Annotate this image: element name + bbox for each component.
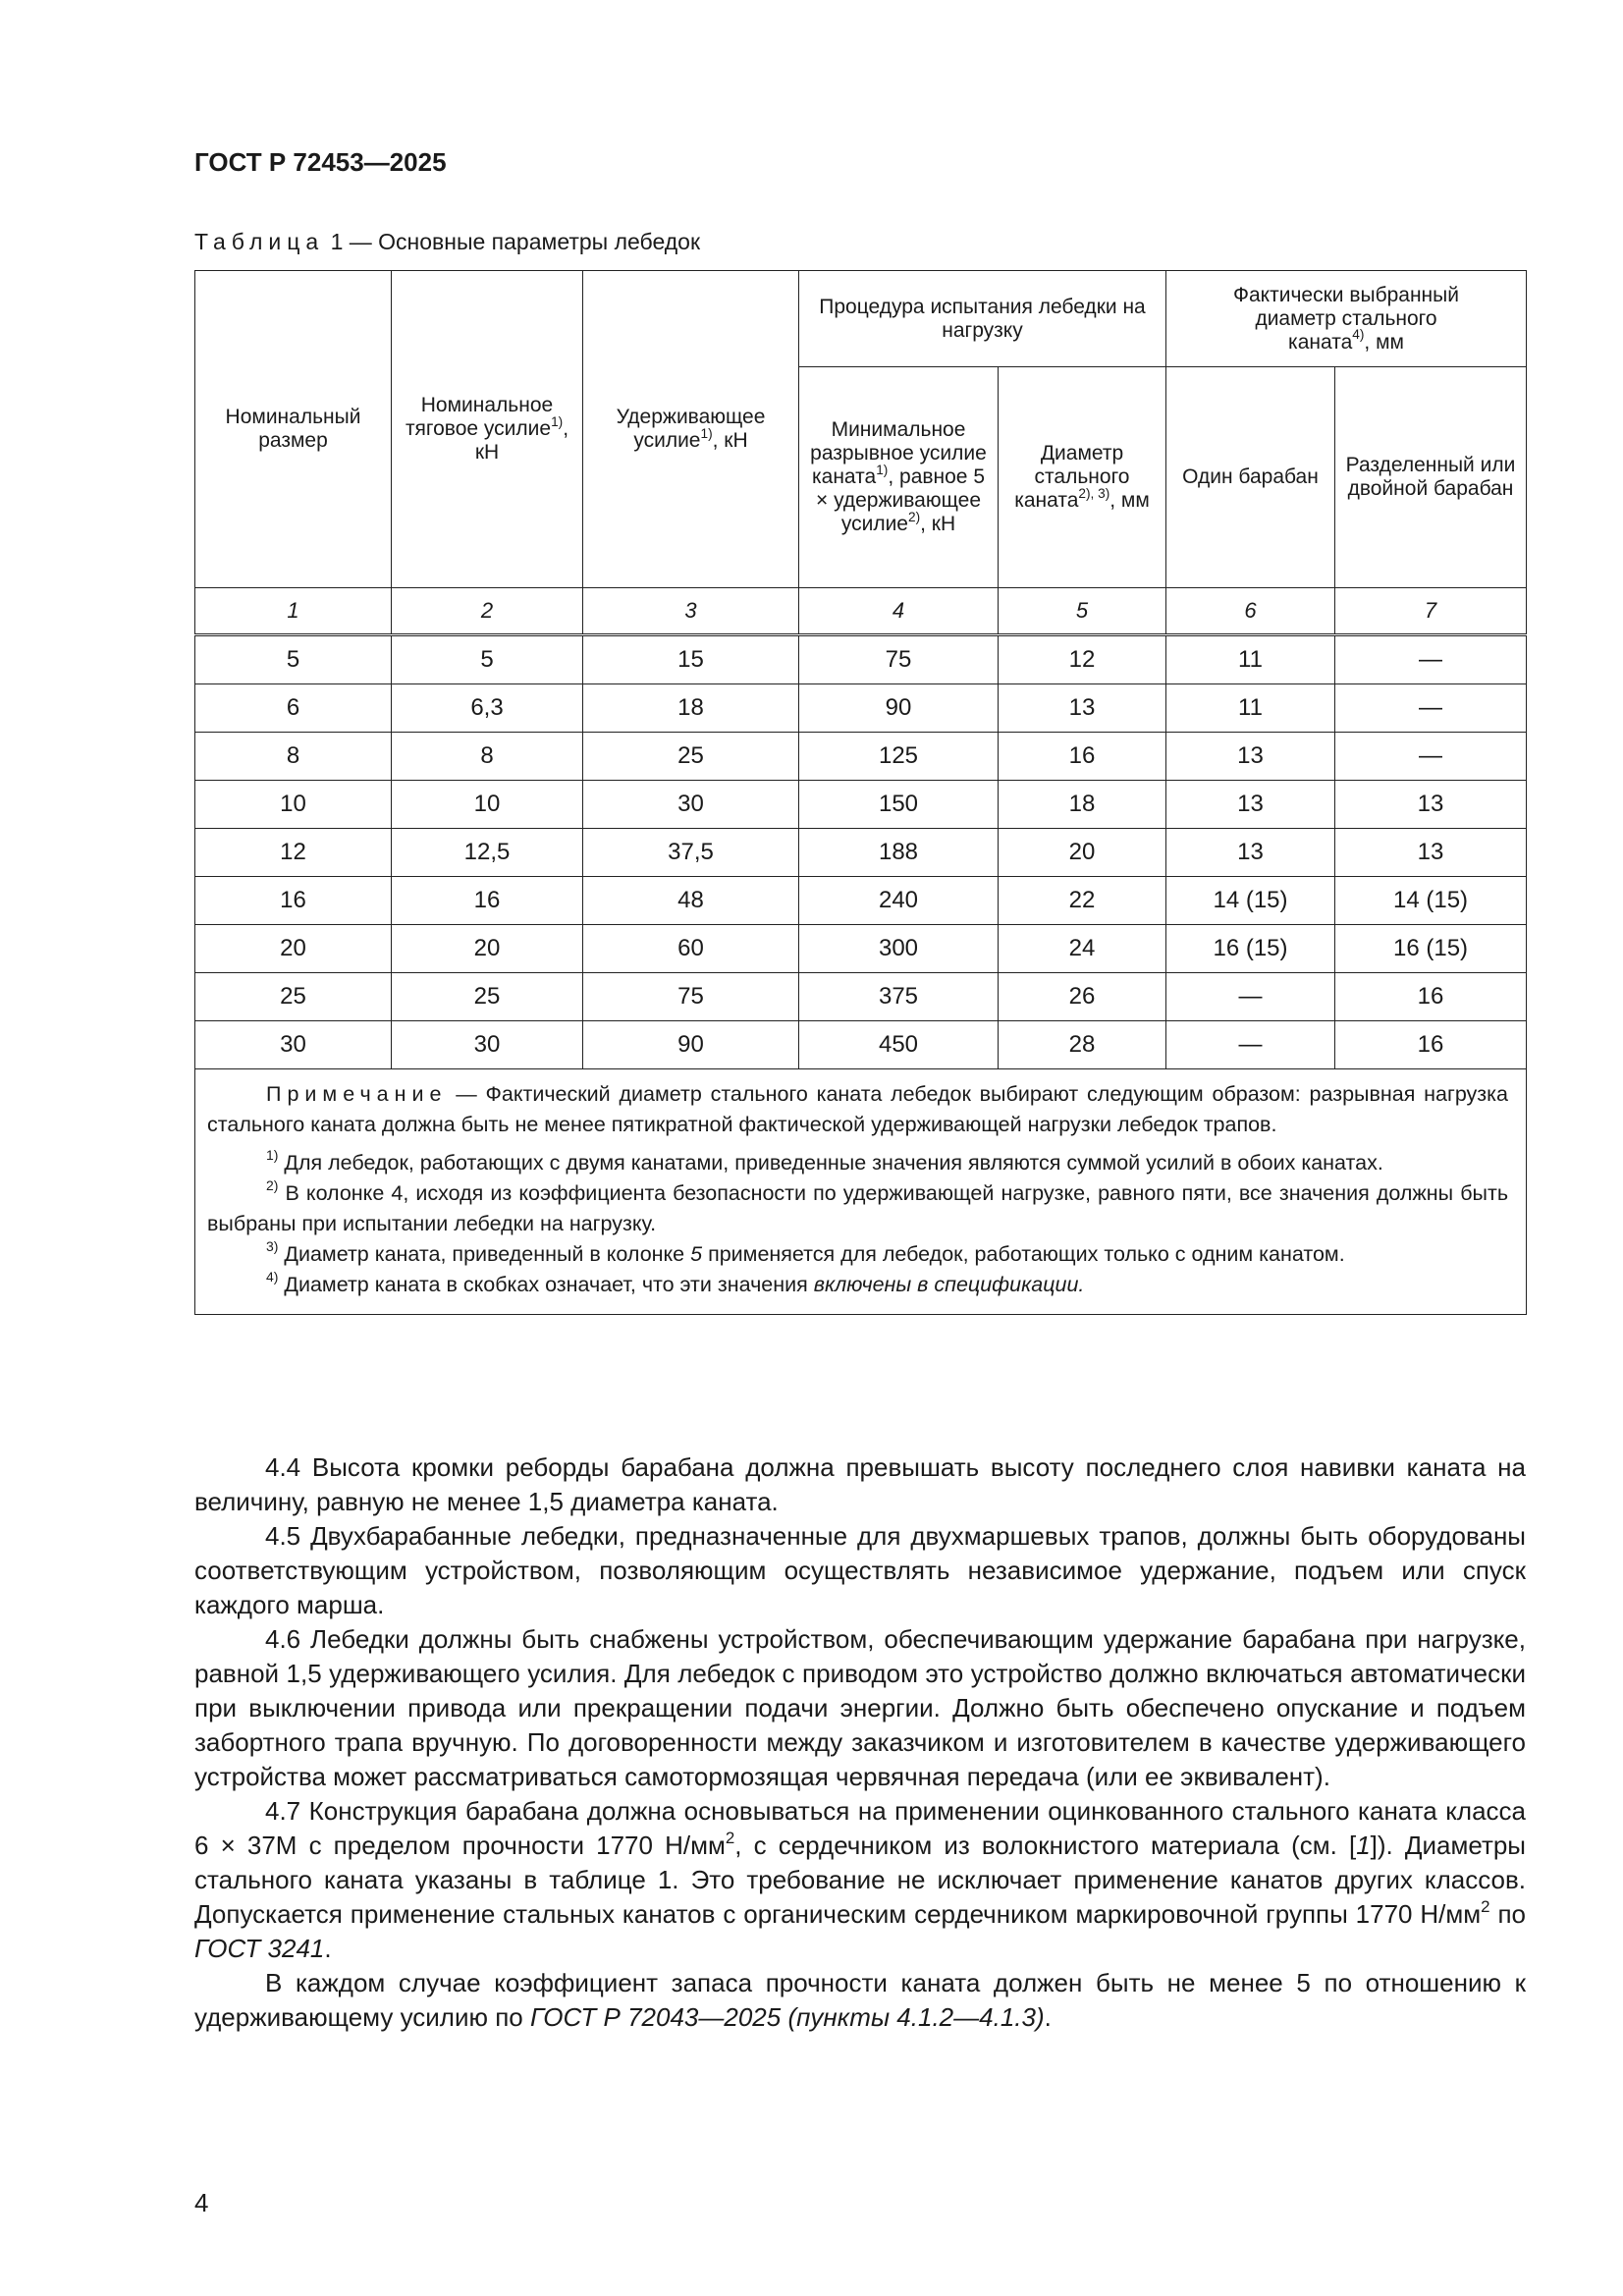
table-cell: 125 <box>799 733 999 781</box>
table-cell: 37,5 <box>583 829 799 877</box>
table-cell: 26 <box>999 973 1166 1021</box>
table-cell: — <box>1335 733 1527 781</box>
table-cell: 240 <box>799 877 999 925</box>
table-row <box>195 635 1527 684</box>
standard-reference[interactable]: ГОСТ Р 72043—2025 (пункты 4.1.2—4.1.3) <box>530 2002 1045 2032</box>
footnote-3: $^{3)}$ Диаметр каната, приведенный в колонке 5 применяется для лебедок, работающих только с одним канатом. <box>266 1238 1345 1266</box>
header-group-load-test: Процедура испытания лебедки на нагрузку <box>799 271 1166 367</box>
parameters-table <box>194 270 1527 1315</box>
table-cell: — <box>1335 635 1527 684</box>
table-cell: 75 <box>799 635 999 684</box>
table-cell: — <box>1166 973 1335 1021</box>
clause-4-4: 4.4 Высота кромки реборды барабана должна превышать высоту последнего слоя навивки каната на величину, равную не менее 1,5 диаметра каната. <box>194 1452 1526 1516</box>
header-nominal-size: Номинальный размер <box>195 271 392 588</box>
table-cell: 25 <box>392 973 583 1021</box>
table-cell: 16 <box>195 877 392 925</box>
table-cell: 10 <box>195 781 392 829</box>
table-cell: 25 <box>195 973 392 1021</box>
table-cell: 16 (15) <box>1335 925 1527 973</box>
header-rope-diameter: Диаметр стального каната$^{2), 3)}$, мм <box>999 367 1166 588</box>
table-cell: 30 <box>195 1021 392 1069</box>
table-cell: 25 <box>583 733 799 781</box>
table-row <box>195 829 1527 877</box>
table-cell: 16 <box>1335 973 1527 1021</box>
table-cell: 12 <box>999 635 1166 684</box>
header-group-actual-diameter: Фактически выбранный диаметр стального каната$^{4)}$, мм <box>1166 271 1527 367</box>
clause-4-7: 4.7 Конструкция барабана должна основываться на применении оцинкованного стального каната класса 6 × 37М с пределом прочности 1770 $Н/мм^2$, с сердечником из волокнистого материала (см. [1]). Диаметры стального каната указаны в таблице 1. Это требование не исключает применение канатов других классов. Допускается применение стальных канатов с органическим сердечником маркировочной группы 1770 $Н/мм^2$ по ГОСТ 3241. <box>194 1796 1526 1963</box>
table-cell: 14 (15) <box>1166 877 1335 925</box>
table-cell: 188 <box>799 829 999 877</box>
table-cell: 375 <box>799 973 999 1021</box>
column-number: 1 <box>195 588 392 635</box>
table-body <box>195 635 1527 1069</box>
table-cell: 20 <box>392 925 583 973</box>
header-min-breaking-force: Минимальное разрывное усилие каната$^{1)}$, равное 5 × удерживающее усилие$^{2)}$, кН <box>799 367 999 588</box>
footnote-1: $^{1)}$ Для лебедок, работающих с двумя канатами, приведенные значения являются суммой усилий в обоих канатах. <box>266 1147 1383 1175</box>
column-number: 5 <box>999 588 1166 635</box>
table-cell: 15 <box>583 635 799 684</box>
table-row <box>195 973 1527 1021</box>
table-row <box>195 733 1527 781</box>
table-cell: 5 <box>195 635 392 684</box>
table-cell: 18 <box>999 781 1166 829</box>
table-cell: 13 <box>1166 733 1335 781</box>
table-cell: 90 <box>583 1021 799 1069</box>
table-row <box>195 1021 1527 1069</box>
table-cell: 11 <box>1166 635 1335 684</box>
table-note-row <box>195 1069 1527 1315</box>
table-cell: 6,3 <box>392 684 583 733</box>
table-cell: 28 <box>999 1021 1166 1069</box>
table-cell: 12 <box>195 829 392 877</box>
table-cell: 11 <box>1166 684 1335 733</box>
table-cell: 13 <box>1335 829 1527 877</box>
table-cell: 10 <box>392 781 583 829</box>
table-cell: 6 <box>195 684 392 733</box>
clause-4-5: 4.5 Двухбарабанные лебедки, предназначенные для двухмаршевых трапов, должны быть оборудованы соответствующим устройством, позволяющим осуществлять независимое удержание, подъем или спуск каждого марша. <box>194 1521 1526 1619</box>
column-number: 7 <box>1335 588 1527 635</box>
table-cell: 16 <box>392 877 583 925</box>
table-cell: 300 <box>799 925 999 973</box>
header-single-drum: Один барабан <box>1166 367 1335 588</box>
table-note <box>195 1069 1527 1315</box>
table-cell: 20 <box>195 925 392 973</box>
table-row <box>195 877 1527 925</box>
table-caption <box>194 229 700 255</box>
standard-reference[interactable]: ГОСТ 3241 <box>194 1934 325 1963</box>
table-cell: 16 <box>999 733 1166 781</box>
column-number: 4 <box>799 588 999 635</box>
column-number: 2 <box>392 588 583 635</box>
table-row <box>195 684 1527 733</box>
table-cell: 22 <box>999 877 1166 925</box>
table-row <box>195 925 1527 973</box>
clause-safety-factor: В каждом случае коэффициент запаса прочности каната должен быть не менее 5 по отношению к удерживающему усилию по ГОСТ Р 72043—2025 (пункты 4.1.2—4.1.3). <box>194 1968 1526 2032</box>
table-cell: 14 (15) <box>1335 877 1527 925</box>
table-row <box>195 781 1527 829</box>
column-number: 6 <box>1166 588 1335 635</box>
table-cell: 12,5 <box>392 829 583 877</box>
header-row-groups <box>195 271 1527 367</box>
table-cell: 450 <box>799 1021 999 1069</box>
table-cell: 5 <box>392 635 583 684</box>
table-cell: 8 <box>392 733 583 781</box>
table-cell: 30 <box>583 781 799 829</box>
table-cell: 8 <box>195 733 392 781</box>
column-number: 3 <box>583 588 799 635</box>
table-cell: 24 <box>999 925 1166 973</box>
table-caption-word: Таблица <box>194 229 325 254</box>
table-cell: — <box>1335 684 1527 733</box>
note-main: Примечание — Фактический диаметр стального каната лебедок выбирают следующим образом: разрывная нагрузка стального каната должна быть не менее пятикратной фактической удерживающей нагрузки лебедок трапов. <box>207 1082 1509 1136</box>
table-caption-title: — Основные параметры лебедок <box>349 229 701 254</box>
footnote-4: $^{4)}$ Диаметр каната в скобках означает, что эти значения включены в спецификации. <box>266 1269 1085 1296</box>
table-cell: 13 <box>1166 829 1335 877</box>
header-nominal-pull: Номинальное тяговое усилие$^{1)}$, кН <box>392 271 583 588</box>
table-cell: 13 <box>1166 781 1335 829</box>
table-cell: 16 (15) <box>1166 925 1335 973</box>
table-cell: 30 <box>392 1021 583 1069</box>
table-cell: 48 <box>583 877 799 925</box>
header-split-drum: Разделенный или двойной барабан <box>1335 367 1527 588</box>
table-cell: 13 <box>999 684 1166 733</box>
header-holding-force: Удерживающее усилие$^{1)}$, кН <box>583 271 799 588</box>
table-cell: 20 <box>999 829 1166 877</box>
table-cell: 13 <box>1335 781 1527 829</box>
table-cell: 16 <box>1335 1021 1527 1069</box>
table-caption-number: 1 <box>330 229 344 254</box>
table-cell: 18 <box>583 684 799 733</box>
table-cell: 90 <box>799 684 999 733</box>
clause-4-6: 4.6 Лебедки должны быть снабжены устройством, обеспечивающим удержание барабана при нагрузке, равной 1,5 удерживающего усилия. Для лебедок с приводом это устройство должно включаться автоматически при выключении привода или прекращении подачи энергии. Должно быть обеспечено опускание и подъем забортного трапа вручную. По договоренности между заказчиком и изготовителем в качестве удерживающего устройства может рассматриваться самотормозящая червячная передача (или ее эквивалент). <box>194 1624 1526 1791</box>
table-cell: 75 <box>583 973 799 1021</box>
table-cell: 60 <box>583 925 799 973</box>
body-text <box>194 1450 1526 2035</box>
column-number-row <box>195 588 1527 635</box>
reference-link[interactable]: 1 <box>1356 1831 1371 1860</box>
table-cell: 150 <box>799 781 999 829</box>
footnote-2: $^{2)}$ В колонке 4, исходя из коэффициента безопасности по удерживающей нагрузке, равного пяти, все значения должны быть выбраны при испытании лебедки на нагрузку. <box>207 1177 1509 1235</box>
document-header: ГОСТ Р 72453—2025 <box>194 147 447 177</box>
page-number: 4 <box>194 2188 209 2217</box>
table-cell: — <box>1166 1021 1335 1069</box>
